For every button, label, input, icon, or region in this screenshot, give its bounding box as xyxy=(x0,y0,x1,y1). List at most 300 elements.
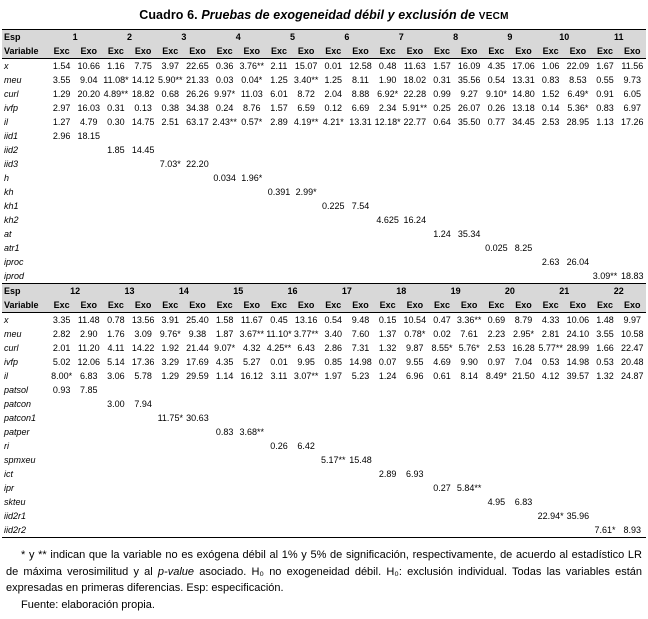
stat-value: 2.82 xyxy=(52,329,71,339)
table-row xyxy=(2,87,646,101)
variable-name: ivfp xyxy=(4,103,19,113)
stat-value: 3.68** xyxy=(239,427,265,437)
stat-value: 0.78* xyxy=(404,329,426,339)
table-row xyxy=(2,241,646,255)
stat-value xyxy=(211,241,238,255)
stat-value xyxy=(619,467,646,481)
stat-value: 0.03 xyxy=(215,75,234,85)
stat-value: 0.77 xyxy=(487,117,506,127)
exo-column-header: Exo xyxy=(456,298,483,313)
stat-value xyxy=(564,439,591,453)
stat-value xyxy=(238,453,265,467)
stat-value xyxy=(48,495,75,509)
stat-value: 4.69 xyxy=(433,357,451,367)
stat-value xyxy=(184,185,211,199)
stat-value: 9.07* xyxy=(214,343,236,353)
stat-value xyxy=(75,213,102,227)
stat-value xyxy=(157,523,184,538)
stat-value xyxy=(537,495,564,509)
stat-value: 16.03 xyxy=(77,103,101,113)
stat-value: 4.25** xyxy=(266,343,292,353)
variable-name: patcon1 xyxy=(4,413,37,423)
stat-value xyxy=(591,425,618,439)
stat-value: 11.03 xyxy=(240,89,263,99)
stat-value: 2.23 xyxy=(487,329,506,339)
stat-value xyxy=(510,453,537,467)
stat-value xyxy=(211,199,238,213)
stat-value: 5.14 xyxy=(107,357,125,367)
stat-value: 9.04 xyxy=(79,75,98,85)
stat-value: 0.83 xyxy=(596,103,614,113)
stat-value xyxy=(48,241,75,255)
stat-value: 5.27 xyxy=(243,357,261,367)
stat-value xyxy=(102,255,129,269)
table-row xyxy=(2,439,646,453)
stat-value xyxy=(320,383,347,397)
table-row xyxy=(2,171,646,185)
stat-value xyxy=(591,185,618,199)
stat-value: 4.35 xyxy=(487,61,506,71)
stat-value: 24.87 xyxy=(621,371,644,381)
stat-value xyxy=(401,227,428,241)
stat-value: 0.57* xyxy=(241,117,263,127)
table-row xyxy=(2,327,646,341)
stat-value xyxy=(564,227,591,241)
stat-value: 18.15 xyxy=(77,131,101,141)
stat-value xyxy=(428,425,455,439)
stat-value xyxy=(591,397,618,411)
stat-value xyxy=(265,425,292,439)
stat-value xyxy=(211,157,238,171)
stat-value xyxy=(510,171,537,185)
stat-value: 2.01 xyxy=(52,343,71,353)
stat-value xyxy=(320,269,347,283)
stat-value: 6.92* xyxy=(377,89,399,99)
stat-value xyxy=(320,227,347,241)
stat-value: 12.18* xyxy=(374,117,401,127)
exc-column-header: Exc xyxy=(483,298,510,313)
variable-name: at xyxy=(4,229,12,239)
stat-value xyxy=(428,241,455,255)
stat-value: 3.40** xyxy=(293,75,319,85)
stat-value: 1.97 xyxy=(324,371,343,381)
stat-value xyxy=(320,425,347,439)
exc-column-header: Exc xyxy=(265,298,292,313)
stat-value: 1.14 xyxy=(215,371,234,381)
stat-value: 8.55* xyxy=(431,343,453,353)
stat-value: 30.63 xyxy=(186,413,209,423)
stat-value: 9.38 xyxy=(188,329,207,339)
stat-value xyxy=(102,425,129,439)
stat-value xyxy=(130,523,157,538)
table-row xyxy=(2,59,646,74)
table-title-prefix: Cuadro 6. xyxy=(139,8,202,22)
stat-value: 1.85 xyxy=(107,145,125,155)
spec-number: 21 xyxy=(559,286,570,296)
stat-value xyxy=(157,495,184,509)
stat-value: 3.29 xyxy=(161,357,180,367)
stat-value: 0.01 xyxy=(324,61,343,71)
stat-value xyxy=(102,157,129,171)
stat-value xyxy=(157,453,184,467)
stat-value xyxy=(401,241,428,255)
stat-value xyxy=(374,227,401,241)
stat-value xyxy=(48,185,75,199)
stat-value xyxy=(75,171,102,185)
stat-value xyxy=(564,213,591,227)
stat-value xyxy=(619,383,646,397)
stat-value xyxy=(510,213,537,227)
stat-value xyxy=(157,199,184,213)
table-row xyxy=(2,73,646,87)
stat-value xyxy=(238,383,265,397)
exo-column-header: Exo xyxy=(401,44,428,59)
stat-value xyxy=(238,269,265,283)
stat-value xyxy=(483,143,510,157)
stat-value xyxy=(456,171,483,185)
footnote-note xyxy=(6,547,642,597)
stat-value xyxy=(48,509,75,523)
stat-value xyxy=(537,523,564,538)
variable-name: curl xyxy=(4,89,19,99)
stat-value xyxy=(75,397,102,411)
stat-value xyxy=(184,425,211,439)
variable-name: meu xyxy=(4,75,22,85)
stat-value: 3.55 xyxy=(596,329,614,339)
stat-value: 9.97* xyxy=(214,89,236,99)
stat-value xyxy=(48,523,75,538)
stat-value: 0.93 xyxy=(52,385,71,395)
stat-value xyxy=(619,227,646,241)
stat-value xyxy=(102,241,129,255)
stat-value xyxy=(320,439,347,453)
stat-value xyxy=(48,481,75,495)
stat-value xyxy=(75,411,102,425)
stat-value xyxy=(130,411,157,425)
stat-value xyxy=(428,129,455,143)
table-row xyxy=(2,355,646,369)
stat-value xyxy=(619,185,646,199)
stat-value xyxy=(48,213,75,227)
stat-value: 0.36 xyxy=(215,61,234,71)
stat-value: 25.40 xyxy=(186,315,209,325)
stat-value: 0.31 xyxy=(433,75,451,85)
stat-value xyxy=(347,255,374,269)
spec-number: 16 xyxy=(287,286,298,296)
stat-value xyxy=(374,129,401,143)
stat-value: 1.66 xyxy=(596,343,614,353)
stat-value xyxy=(211,467,238,481)
stat-value xyxy=(130,157,157,171)
exo-column-header: Exo xyxy=(564,44,591,59)
stat-value xyxy=(537,269,564,283)
stat-value xyxy=(591,453,618,467)
stat-value: 9.10* xyxy=(485,89,507,99)
stat-value xyxy=(619,411,646,425)
stat-value xyxy=(75,467,102,481)
stat-value: 1.16 xyxy=(107,61,125,71)
stat-value xyxy=(293,467,320,481)
stat-value xyxy=(347,157,374,171)
stat-value xyxy=(211,185,238,199)
stat-value xyxy=(347,509,374,523)
spec-number: 13 xyxy=(124,286,135,296)
stat-value xyxy=(347,467,374,481)
stat-value xyxy=(483,397,510,411)
stat-value: 6.83 xyxy=(514,497,533,507)
stat-value xyxy=(537,467,564,481)
stat-value xyxy=(374,439,401,453)
stat-value xyxy=(211,255,238,269)
stat-value: 0.83 xyxy=(541,75,560,85)
stat-value: 13.16 xyxy=(294,315,318,325)
stat-value xyxy=(184,227,211,241)
stat-value xyxy=(130,199,157,213)
stat-value xyxy=(130,255,157,269)
stat-value: 26.26 xyxy=(186,89,209,99)
stat-value xyxy=(320,129,347,143)
stat-value: 9.97 xyxy=(623,315,642,325)
stat-value: 0.54 xyxy=(487,75,506,85)
stat-value: 6.01 xyxy=(270,89,288,99)
stat-value: 1.76 xyxy=(107,329,125,339)
exo-column-header: Exo xyxy=(293,298,320,313)
stat-value xyxy=(320,213,347,227)
stat-value: 7.54 xyxy=(351,201,370,211)
stat-value xyxy=(238,185,265,199)
stat-value xyxy=(591,241,618,255)
stat-value xyxy=(157,143,184,157)
exc-column-header: Exc xyxy=(374,298,401,313)
stat-value: 34.45 xyxy=(512,117,535,127)
stat-value xyxy=(564,171,591,185)
stat-value: 13.31 xyxy=(349,117,372,127)
stat-value xyxy=(510,185,537,199)
variable-name: h xyxy=(4,173,10,183)
spec-number: 14 xyxy=(178,286,189,296)
stat-value xyxy=(483,481,510,495)
stat-value xyxy=(591,481,618,495)
stat-value xyxy=(293,157,320,171)
stat-value xyxy=(374,453,401,467)
table-row xyxy=(2,383,646,397)
stat-value xyxy=(48,171,75,185)
stat-value xyxy=(130,129,157,143)
stat-value xyxy=(428,383,455,397)
stat-value: 6.83 xyxy=(79,371,98,381)
stat-value xyxy=(510,199,537,213)
variable-name: kh2 xyxy=(4,215,19,225)
stat-value: 2.89 xyxy=(378,469,397,479)
stat-value xyxy=(537,157,564,171)
stat-value xyxy=(619,157,646,171)
stat-value xyxy=(157,467,184,481)
stat-value xyxy=(428,269,455,283)
stat-value xyxy=(320,241,347,255)
stat-value: 11.10* xyxy=(266,329,292,339)
stat-value xyxy=(564,383,591,397)
stat-value xyxy=(130,453,157,467)
stat-value: 18.82 xyxy=(131,89,155,99)
stat-value: 1.06 xyxy=(541,61,560,71)
stat-value xyxy=(483,467,510,481)
stat-value: 0.78 xyxy=(107,315,125,325)
stat-value xyxy=(211,411,238,425)
stat-value xyxy=(102,523,129,538)
stat-value xyxy=(157,481,184,495)
stat-value: 1.92 xyxy=(161,343,180,353)
table-title-main: Pruebas de exogeneidad débil y exclusión de xyxy=(201,8,479,22)
stat-value xyxy=(619,255,646,269)
stat-value xyxy=(564,523,591,538)
stat-value xyxy=(564,481,591,495)
stat-value xyxy=(157,439,184,453)
variable-name: ri xyxy=(4,441,9,451)
variable-name: iid2 xyxy=(4,145,19,155)
stat-value xyxy=(265,199,292,213)
stat-value: 4.19** xyxy=(293,117,319,127)
stat-value xyxy=(483,425,510,439)
exo-column-header: Exo xyxy=(293,44,320,59)
stat-value: 35.96 xyxy=(566,511,590,521)
exc-column-header: Exc xyxy=(537,44,564,59)
stat-value: 14.45 xyxy=(131,145,155,155)
stat-value xyxy=(48,157,75,171)
stat-value xyxy=(320,143,347,157)
stat-value xyxy=(320,411,347,425)
stat-value xyxy=(591,227,618,241)
stat-value xyxy=(347,425,374,439)
stat-value: 8.00* xyxy=(51,371,73,381)
stat-value xyxy=(401,453,428,467)
stat-value xyxy=(265,411,292,425)
stat-value: 0.45 xyxy=(270,315,288,325)
stat-value xyxy=(157,241,184,255)
stat-value: 9.48 xyxy=(351,315,370,325)
stat-value xyxy=(293,255,320,269)
stat-value xyxy=(102,269,129,283)
stat-value xyxy=(428,397,455,411)
stat-value: 0.53 xyxy=(541,357,560,367)
stat-value: 8.79 xyxy=(514,315,533,325)
column-header-row xyxy=(2,44,646,59)
stat-value: 3.76** xyxy=(239,61,265,71)
stat-value: 4.89** xyxy=(103,89,129,99)
stat-value xyxy=(428,157,455,171)
stat-value: 2.96 xyxy=(52,131,71,141)
stat-value xyxy=(401,509,428,523)
stat-value xyxy=(483,383,510,397)
stat-value xyxy=(428,509,455,523)
stat-value: 5.02 xyxy=(52,357,71,367)
stat-value xyxy=(48,453,75,467)
stat-value xyxy=(456,397,483,411)
stat-value: 0.02 xyxy=(433,329,451,339)
stat-value: 4.32 xyxy=(243,343,261,353)
stat-value xyxy=(265,509,292,523)
stat-value: 2.51 xyxy=(161,117,180,127)
stat-value xyxy=(456,383,483,397)
stat-value: 13.56 xyxy=(131,315,155,325)
stat-value xyxy=(456,129,483,143)
stat-value xyxy=(456,439,483,453)
stat-value: 0.04* xyxy=(241,75,263,85)
stat-value xyxy=(238,439,265,453)
stat-value: 0.15 xyxy=(378,315,397,325)
stat-value: 0.034 xyxy=(213,173,236,183)
stat-value: 4.95 xyxy=(487,497,506,507)
stat-value: 2.86 xyxy=(324,343,343,353)
stat-value: 8.14 xyxy=(460,371,478,381)
stat-value xyxy=(130,495,157,509)
exc-column-header: Exc xyxy=(374,44,401,59)
stat-value xyxy=(591,439,618,453)
stat-value: 6.96 xyxy=(406,371,424,381)
stat-value xyxy=(320,481,347,495)
table-title-acronym: VECM xyxy=(478,11,509,22)
table-row xyxy=(2,255,646,269)
stat-value xyxy=(619,495,646,509)
stat-value xyxy=(157,509,184,523)
stat-value: 1.90 xyxy=(378,75,397,85)
stat-value xyxy=(184,241,211,255)
stat-value xyxy=(374,425,401,439)
stat-value xyxy=(293,411,320,425)
stat-value: 1.57 xyxy=(433,61,451,71)
stat-value xyxy=(293,453,320,467)
stat-value: 0.99 xyxy=(433,89,451,99)
stat-value xyxy=(130,213,157,227)
stat-value xyxy=(75,495,102,509)
stat-value: 2.11 xyxy=(270,61,288,71)
stat-value xyxy=(428,453,455,467)
stat-value: 18.02 xyxy=(403,75,427,85)
stat-value xyxy=(347,383,374,397)
stat-value: 6.69 xyxy=(351,103,370,113)
stat-value xyxy=(184,213,211,227)
stat-value xyxy=(564,241,591,255)
stat-value xyxy=(347,129,374,143)
stat-value xyxy=(320,467,347,481)
stat-value xyxy=(564,397,591,411)
stat-value xyxy=(184,143,211,157)
stat-value xyxy=(591,213,618,227)
stat-value xyxy=(510,425,537,439)
stat-value xyxy=(483,213,510,227)
stat-value xyxy=(184,509,211,523)
stat-value: 0.225 xyxy=(322,201,345,211)
stat-value xyxy=(265,383,292,397)
stat-value xyxy=(184,397,211,411)
stat-value xyxy=(48,199,75,213)
stat-value xyxy=(564,269,591,283)
stat-value xyxy=(320,157,347,171)
stat-value xyxy=(238,255,265,269)
stat-value: 0.97 xyxy=(487,357,506,367)
table-footnote xyxy=(6,547,642,613)
stat-value xyxy=(456,157,483,171)
stat-value: 22.09 xyxy=(566,61,590,71)
stat-value xyxy=(293,383,320,397)
stat-value xyxy=(456,255,483,269)
stat-value xyxy=(184,199,211,213)
table-row xyxy=(2,157,646,171)
stat-value xyxy=(157,185,184,199)
exo-column-header: Exo xyxy=(456,44,483,59)
exc-column-header: Exc xyxy=(102,298,129,313)
stat-value: 0.38 xyxy=(161,103,180,113)
stat-value: 0.391 xyxy=(267,187,291,197)
